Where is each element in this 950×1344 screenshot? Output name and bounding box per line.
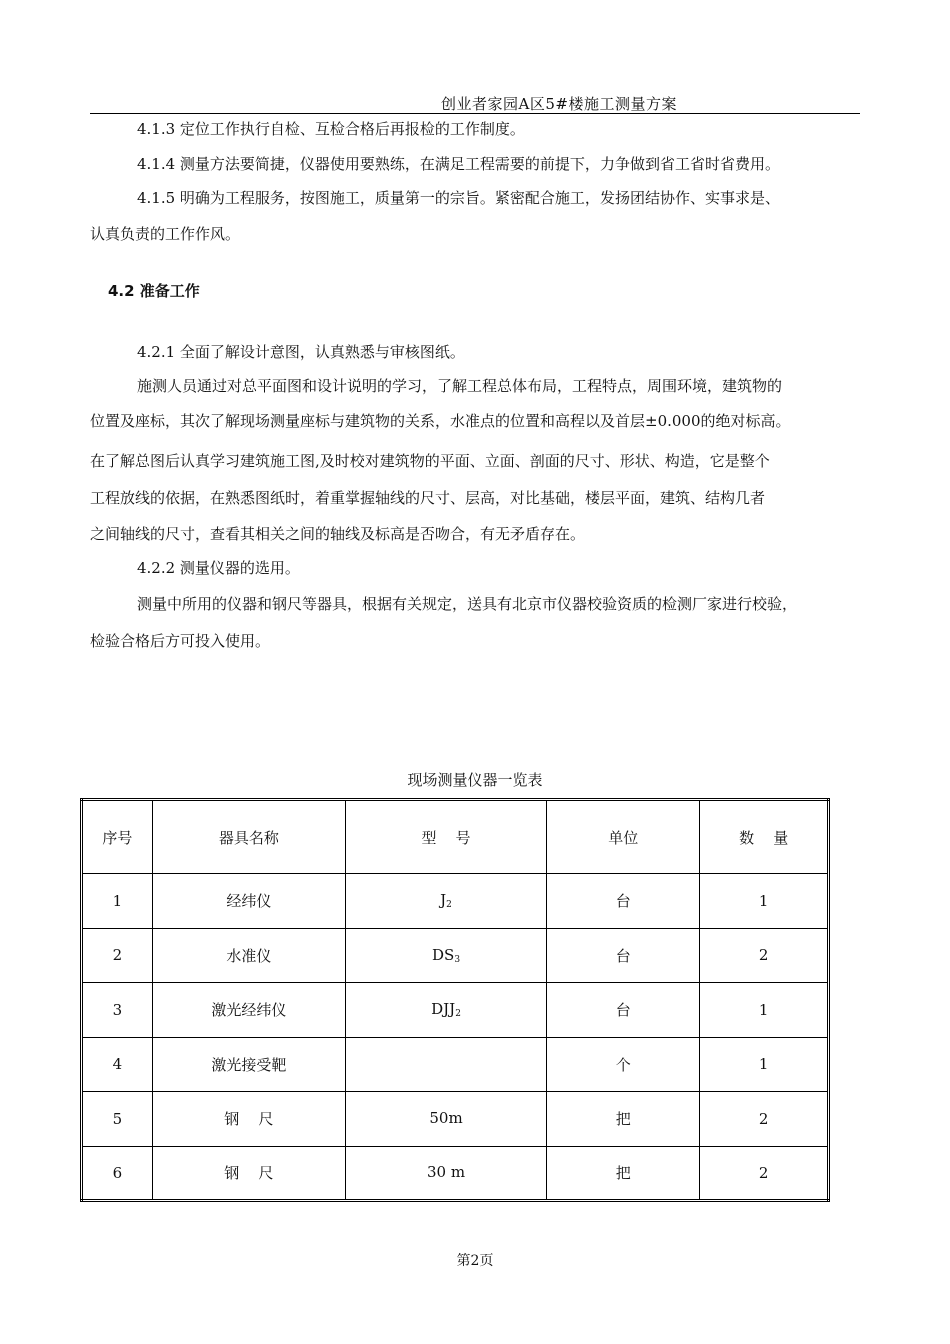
cell-index: 2: [82, 928, 153, 983]
cell-unit: 个: [547, 1037, 700, 1092]
paragraph-line: 在了解总图后认真学习建筑施工图,及时校对建筑物的平面、立面、剖面的尺寸、形状、构造，它是整个: [90, 452, 770, 470]
paragraph-line: 之间轴线的尺寸，查看其相关之间的轴线及标高是否吻合，有无矛盾存在。: [90, 525, 586, 543]
cell-qty: 2: [700, 928, 829, 983]
header-divider: [90, 113, 860, 114]
clause-4-1-4: 4.1.4 测量方法要简捷，仪器使用要熟练，在满足工程需要的前提下，力争做到省工省时省费用。: [137, 155, 780, 173]
table-row: [82, 1146, 829, 1201]
cell-name: 钢 尺: [152, 1092, 345, 1147]
instrument-table: [80, 798, 830, 1202]
cell-model: 50m: [345, 1092, 546, 1147]
cell-index: 6: [82, 1146, 153, 1201]
cell-index: 3: [82, 983, 153, 1038]
section-heading-4-2: 4.2 准备工作: [108, 282, 200, 300]
paragraph-line: 施测人员通过对总平面图和设计说明的学习，了解工程总体布局，工程特点，周围环境，建筑物的: [137, 377, 783, 395]
cell-name: 钢 尺: [152, 1146, 345, 1201]
paragraph-line: 检验合格后方可投入使用。: [90, 632, 271, 650]
cell-model: 30 m: [345, 1146, 546, 1201]
cell-qty: 1: [700, 1037, 829, 1092]
table-row: [82, 928, 829, 983]
cell-unit: 把: [547, 1092, 700, 1147]
paragraph-line: 位置及座标，其次了解现场测量座标与建筑物的关系，水准点的位置和高程以及首层±0.000的绝对标高。: [90, 412, 791, 430]
cell-qty: 1: [700, 983, 829, 1038]
cell-unit: 台: [547, 983, 700, 1038]
table-row: [82, 874, 829, 929]
table-row: [82, 1092, 829, 1147]
paragraph-line: 测量中所用的仪器和钢尺等器具，根据有关规定，送具有北京市仪器校验资质的检测厂家进行校验，: [137, 595, 798, 613]
cell-model: $DS_3$: [345, 928, 546, 983]
clause-4-1-5-line2: 认真负责的工作作风。: [90, 225, 241, 243]
cell-unit: 把: [547, 1146, 700, 1201]
cell-unit: 台: [547, 874, 700, 929]
header-cell: 数 量: [700, 800, 829, 874]
header-cell: 单位: [547, 800, 700, 874]
clause-4-1-3: 4.1.3 定位工作执行自检、互检合格后再报检的工作制度。: [137, 120, 525, 138]
cell-name: 激光经纬仪: [152, 983, 345, 1038]
header-cell: 型 号: [345, 800, 546, 874]
clause-4-2-2: 4.2.2 测量仪器的选用。: [137, 559, 300, 577]
cell-qty: 1: [700, 874, 829, 929]
table-row: [82, 1037, 829, 1092]
clause-4-1-5-line1: 4.1.5 明确为工程服务，按图施工，质量第一的宗旨。紧密配合施工，发扬团结协作、实事求是、: [137, 189, 780, 207]
cell-unit: 台: [547, 928, 700, 983]
page-header-title: 创业者家园A区5#楼施工测量方案: [441, 95, 677, 113]
cell-model: [345, 1037, 546, 1092]
cell-qty: 2: [700, 1146, 829, 1201]
cell-model: $J_2$: [345, 874, 546, 929]
table-header-row: [82, 800, 829, 874]
cell-name: 经纬仪: [152, 874, 345, 929]
clause-4-2-1: 4.2.1 全面了解设计意图，认真熟悉与审核图纸。: [137, 343, 465, 361]
cell-index: 1: [82, 874, 153, 929]
header-cell: 序号: [82, 800, 153, 874]
cell-index: 4: [82, 1037, 153, 1092]
cell-name: 激光接受靶: [152, 1037, 345, 1092]
cell-qty: 2: [700, 1092, 829, 1147]
table-caption: 现场测量仪器一览表: [407, 771, 543, 789]
cell-name: 水准仪: [152, 928, 345, 983]
header-cell: 器具名称: [152, 800, 345, 874]
cell-model: $DJJ_2$: [345, 983, 546, 1038]
table-row: [82, 983, 829, 1038]
paragraph-line: 工程放线的依据，在熟悉图纸时，着重掌握轴线的尺寸、层高，对比基础，楼层平面，建筑、结构几者: [90, 489, 766, 507]
cell-index: 5: [82, 1092, 153, 1147]
page-number: 第2页: [456, 1253, 494, 1269]
